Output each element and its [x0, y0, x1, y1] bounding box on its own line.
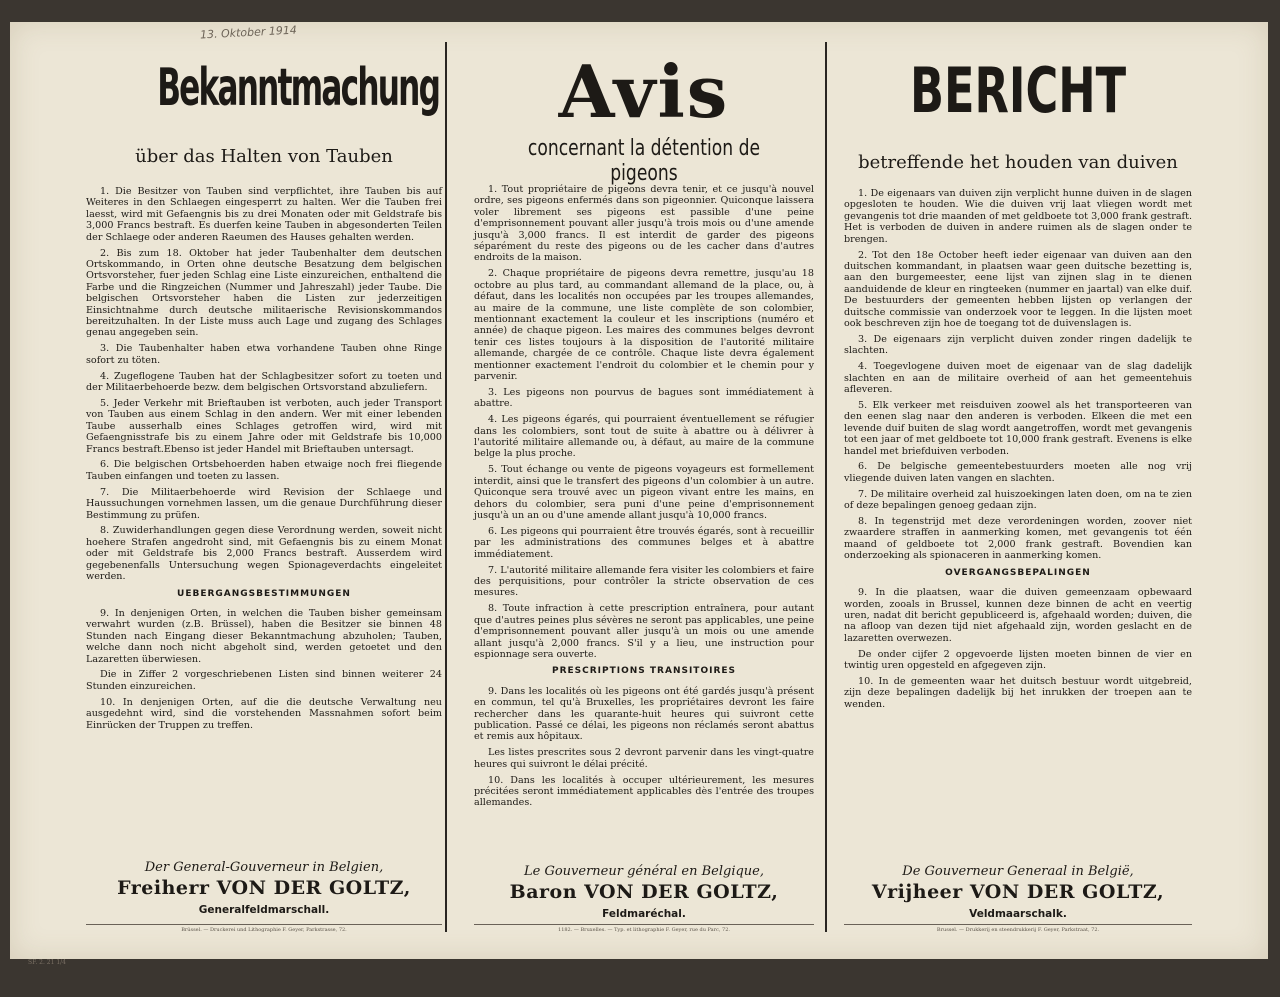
french-para-6: 6. Les pigeons qui pourraient être trouvés égarés, sont à recueillir par les administrations des communes belges et à abattre immédiatement.	[474, 525, 814, 560]
french-para-4: 4. Les pigeons égarés, qui pourraient éventuellement se réfugier dans les colombiers, sont tout de suite à abattre ou à délivrer à l'autorité militaire allemande ou, à défaut, au maire de la commune belge la plus proche.	[474, 414, 814, 460]
french-column	[474, 22, 814, 959]
dutch-subtitle: betreffende het houden van duiven	[858, 152, 1178, 173]
french-transition-heading: PRESCRIPTIONS TRANSITOIRES	[551, 666, 737, 677]
french-para-7: 7. L'autorité militaire allemande fera visiter les colombiers et faire des perquisitions, pour contrôler la stricte observation de ces mesures.	[474, 564, 814, 599]
dutch-para-8: 8. In tegenstrijd met deze verordeningen worden, zoover niet zwaardere straffen in aanmerking komen, met gevangenis tot één maand of geldboete tot 2,000 frank gestraft. Bovendien kan onderzoeking als spionaceren in aanmerking komen.	[844, 516, 1192, 562]
column-divider-right	[825, 42, 827, 932]
dutch-para-3: 3. De eigenaars zijn verplicht duiven zonder ringen dadelijk te slachten.	[844, 333, 1192, 357]
german-para-2: 2. Bis zum 18. Oktober hat jeder Taubenhalter dem deutschen Ortskommando, in Orten ohne deutsche Besatzung dem belgischen Ortsvorsteher, fuer jeden Schlag eine Liste einzureichen, enthaltend die Farbe und die Ringzeichen (Nummer und Jahreszahl) jeder Taube. Die belgischen Ortsvorsteher haben die Listen zur jederzeitigen Einsichtnahme durch deutsche militaerische Revisionskommandos bereitzuhalten. In der Liste muss auch Lage und zugang des Schlages genau angegeben sein.	[86, 247, 442, 339]
german-para-5: 5. Jeder Verkehr mit Brieftauben ist verboten, auch jeder Transport von Tauben aus einem Schlag in den andern. Wer mit einer lebenden Taube ausserhalb eines Schlages getroffen wird, wird mit Gefaengnisstrafe bis zu einem Jahre oder mit Geldstrafe bis 10,000 Francs bestraft.Ebenso ist jeder Handel mit Brieftauben untersagt.	[86, 397, 442, 455]
german-printer-line: Brüssel. — Druckerei und Lithographie F. Geyer, Parkstrasse, 72.	[86, 924, 442, 933]
french-signature-office: Le Gouverneur général en Belgique,	[523, 864, 765, 879]
column-divider-left	[445, 42, 447, 932]
dutch-para-7: 7. De militaire overheid zal huiszoekingen laten doen, om na te zien of deze bepalingen genoeg gedaan zijn.	[844, 488, 1192, 512]
dutch-signature-office: De Gouverneur Generaal in België,	[902, 864, 1134, 879]
french-signature	[474, 864, 814, 920]
dutch-title: BERICHT	[909, 54, 1127, 127]
french-para-10: 10. Dans les localités à occuper ultérieurement, les mesures précitées seront immédiatement applicables dès l'entrée des troupes allemandes.	[474, 774, 814, 809]
french-para-9: 9. Dans les localités où les pigeons ont été gardés jusqu'à présent en commun, tel qu'à Bruxelles, les propriétaires devront les faire rechercher dans les quarante-huit heures qui suivront cette publication. Passé ce délai, les pigeons non réclamés seront abattus et remis aux hôpitaux.	[474, 685, 814, 743]
german-signature-office: Der General-Gouverneur in Belgien,	[144, 860, 384, 875]
french-title: Avis	[558, 49, 730, 134]
french-para-2: 2. Chaque propriétaire de pigeons devra remettre, jusqu'au 18 octobre au plus tard, au commandant allemand de la place, ou, à défaut, dans les localités non occupées par les troupes allemandes, au maire de la commune, une liste complète de son colombier, mentionnant exactement la couleur et les inscriptions (numéro et année) de chaque pigeon. Les maires des communes belges devront tenir ces listes toujours à la disposition de l'autorité militaire allemande, chargée de ce contrôle. Chaque liste devra également mentionner exactement l'endroit du colombier et le chemin pour y parvenir.	[474, 268, 814, 382]
german-para-7: 7. Die Militaerbehoerde wird Revision der Schlaege und Haussuchungen vornehmen lassen, um die genaue Durchführung dieser Bestimmung zu prüfen.	[86, 486, 442, 521]
french-para-8: 8. Toute infraction à cette prescription entraînera, pour autant que d'autres peines plus sévères ne seront pas applicables, une peine d'emprisonnement pouvant aller jusqu'à un mois ou une amende allant jusqu'à 2,000 francs. S'il y a lieu, une instruction pour espionnage sera ouverte.	[474, 603, 814, 660]
german-para-8: 8. Zuwiderhandlungen gegen diese Verordnung werden, soweit nicht hoehere Strafen angedroht sind, mit Gefaengnis bis zu einem Monat oder mit Geldstrafe bis 2,000 Francs bestraft. Ausserdem wird gegebenenfalls Untersuchung wegen Spionageverdachts eingeleitet werden.	[86, 525, 442, 583]
dutch-para-1: 1. De eigenaars van duiven zijn verplicht hunne duiven in de slagen opgesloten te houden. Wie die duiven vrij laat vliegen wordt met gevangenis tot drie maanden of met geldboete tot 3,000 frank gestraft. Het is verboden de duiven in andere ruimen als de slagen onder te brengen.	[844, 188, 1192, 245]
dutch-signature-rank: Veldmaarschalk.	[969, 908, 1067, 920]
french-printer-line: 1182. — Bruxelles. — Typ. et lithographie F. Geyer, rue du Parc, 72.	[474, 924, 814, 933]
archive-corner-mark: SF. 2. 21 1/4	[28, 959, 66, 966]
french-signature-name: Baron VON DER GOLTZ,	[509, 881, 779, 903]
french-para-9b: Les listes prescrites sous 2 devront parvenir dans les vingt-quatre heures qui suivront le délai précité.	[474, 747, 814, 770]
german-para-9: 9. In denjenigen Orten, in welchen die Tauben bisher gemeinsam verwahrt wurden (z.B. Brüssel), haben die Besitzer sie binnen 48 Stunden nach Eingang dieser Bekanntmachung abzuholen; Tauben, welche dann noch nicht abgeholt sind, werden getoetet und den Lazaretten überwiesen.	[86, 607, 442, 665]
dutch-signature	[844, 864, 1192, 920]
german-signature-name: Freiherr VON DER GOLTZ,	[117, 877, 411, 899]
dutch-column	[844, 22, 1192, 959]
german-para-3: 3. Die Taubenhalter haben etwa vorhandene Tauben ohne Ringe sofort zu töten.	[86, 343, 442, 366]
german-column	[86, 22, 442, 959]
german-para-1: 1. Die Besitzer von Tauben sind verpflichtet, ihre Tauben bis auf Weiteres in den Schlaegen eingesperrt zu halten. Wer die Tauben frei laesst, wird mit Gefaengnis bis zu drei Monaten oder mit Geldstrafe bis 3,000 Francs bestraft. Es duerfen keine Tauben in abgesonderten Teilen der Schlaege oder anderen Raeumen des Hauses gehalten werden.	[86, 186, 442, 243]
french-para-5: 5. Tout échange ou vente de pigeons voyageurs est formellement interdit, ainsi que le transfert des pigeons d'un colombier à un autre. Quiconque sera trouvé avec un pigeon vivant entre les mains, en dehors du colombier, sera puni d'une peine d'emprisonnement jusqu'à un an ou d'une amende allant jusqu'à 10,000 francs.	[474, 464, 814, 521]
german-transition-heading: UEBERGANGSBESTIMMUNGEN	[177, 588, 351, 599]
dutch-para-2: 2. Tot den 18e October heeft ieder eigenaar van duiven aan den duitschen kommandant, in plaatsen waar geen duitsche bezetting is, aan den burgemeester, eene lijst van zijnen slag in te dienen aanduidende de kleur en ringteeken (nummer en jaartal) van elke duif. De bestuurders der gemeenten hebben lijsten op verlangen der duitsche commissie van onderzoek voor te leggen. In die lijsten moet ook beschreven zijn hoe de toegang tot de duivenslagen is.	[844, 249, 1192, 329]
dutch-para-9b: De onder cijfer 2 opgevoerde lijsten moeten binnen de vier en twintig uren opgesteld en afgegeven zijn.	[844, 648, 1192, 672]
dutch-para-4: 4. Toegevlogene duiven moet de eigenaar van de slag dadelijk slachten en aan de militaire overheid of aan het gemeentehuis afleveren.	[844, 361, 1192, 395]
dutch-para-6: 6. De belgische gemeentebestuurders moeten alle nog vrij vliegende duiven laten vangen en slachten.	[844, 461, 1192, 484]
german-signature	[86, 860, 442, 916]
french-body	[474, 184, 814, 813]
french-para-3: 3. Les pigeons non pourvus de bagues sont immédiatement à abattre.	[474, 386, 814, 410]
dutch-body	[844, 188, 1192, 715]
dutch-para-9: 9. In die plaatsen, waar die duiven gemeenzaam opbewaard worden, zooals in Brussel, kunnen deze binnen de acht en veertig uren, nadat dit bericht gepubliceerd is, afgehaald worden; duiven, die na afloop van dezen tijd niet afgehaald zijn, worden geslacht en de lazaretten overwezen.	[844, 587, 1192, 644]
dutch-para-10: 10. In de gemeenten waar het duitsch bestuur wordt uitgebreid, zijn deze bepalingen dadelijk bij het inrukken der troepen aan te wenden.	[844, 675, 1192, 710]
dutch-printer-line: Brussel. — Drukkerij en steendrukkerij F. Geyer, Parkstraat, 72.	[844, 924, 1192, 933]
french-signature-rank: Feldmaréchal.	[602, 908, 686, 920]
german-body	[86, 186, 442, 735]
dutch-transition-heading: OVERGANGSBEPALINGEN	[945, 567, 1091, 578]
dutch-signature-name: Vrijheer VON DER GOLTZ,	[871, 881, 1165, 903]
handwritten-date: 13. Oktober 1914	[199, 23, 298, 42]
german-para-9b: Die in Ziffer 2 vorgeschriebenen Listen sind binnen weiterer 24 Stunden einzureichen.	[86, 669, 442, 692]
dutch-para-5: 5. Elk verkeer met reisduiven zoowel als het transporteeren van den eenen slag naar den anderen is verboden. Elkeen die met een levende duif buiten de slag wordt aangetroffen, wordt met gevangenis tot een jaar of met geldboete tot 10,000 frank gestraft. Evenens is elke handel met briefduiven verboden.	[844, 399, 1192, 457]
german-para-10: 10. In denjenigen Orten, auf die die deutsche Verwaltung neu ausgedehnt wird, sind die vorstehenden Massnahmen sofort beim Einrücken der Truppen zu treffen.	[86, 696, 442, 731]
german-signature-rank: Generalfeldmarschall.	[198, 904, 330, 916]
german-subtitle: über das Halten von Tauben	[135, 146, 393, 167]
german-para-4: 4. Zugeflogene Tauben hat der Schlagbesitzer sofort zu toeten und der Militaerbehoerde bezw. dem belgischen Ortsvorstand abzuliefern.	[86, 370, 442, 393]
poster-sheet	[10, 22, 1268, 966]
german-title: Bekanntmachung	[157, 58, 440, 118]
french-subtitle: concernant la détention de pigeons	[527, 136, 761, 186]
french-para-1: 1. Tout propriétaire de pigeons devra tenir, et ce jusqu'à nouvel ordre, ses pigeons enfermés dans son pigeonnier. Quiconque laissera voler librement ses pigeons est passible d'une peine d'emprisonnement pouvant aller jusqu'à trois mois ou d'une amende jusqu'à 3,000 francs. Il est interdit de garder des pigeons séparément du reste des pigeons ou de les cacher dans d'autres endroits de la maison.	[474, 184, 814, 264]
german-para-6: 6. Die belgischen Ortsbehoerden haben etwaige noch frei fliegende Tauben einfangen und toeten zu lassen.	[86, 459, 442, 482]
